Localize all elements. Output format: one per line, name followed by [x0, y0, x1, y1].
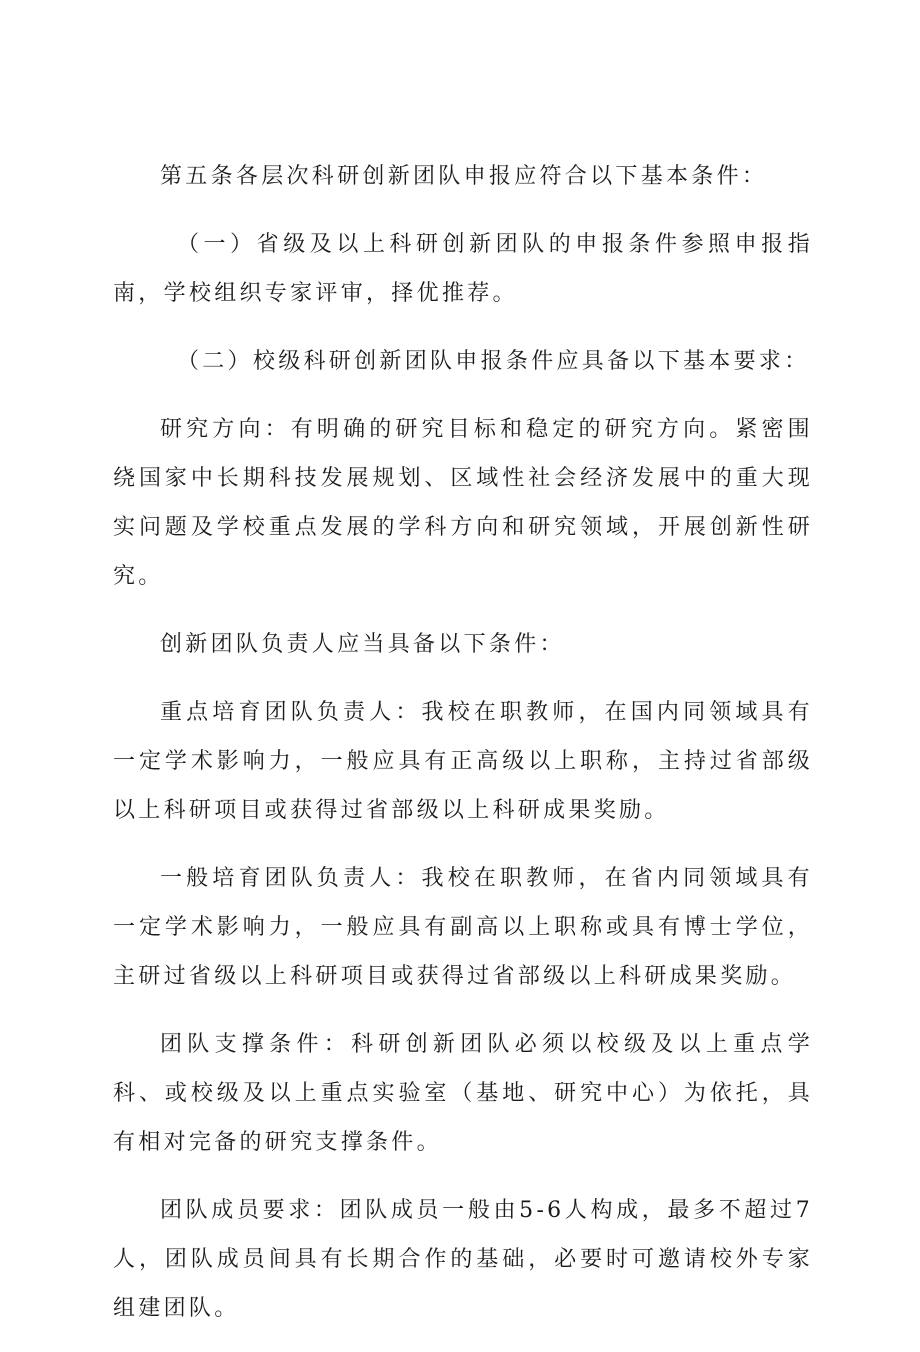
paragraph-team-support: 团队支撑条件：科研创新团队必须以校级及以上重点学科、或校级及以上重点实验室（基地、研究中心）为依托，具有相对完备的研究支撑条件。 — [113, 1032, 813, 1155]
paragraph-key-team-leader: 重点培育团队负责人：我校在职教师，在国内同领域具有一定学术影响力，一般应具有正高级以上职称，主持过省部级以上科研项目或获得过省部级以上科研成果奖励。 — [113, 700, 813, 823]
paragraph-provincial-teams: （一）省级及以上科研创新团队的申报条件参照申报指南，学校组织专家评审，择优推荐。 — [113, 232, 813, 306]
document-body — [113, 152, 813, 1352]
paragraph-team-members: 团队成员要求：团队成员一般由5-6人构成，最多不超过7人，团队成员间具有长期合作的基础，必要时可邀请校外专家组建团队。 — [113, 1198, 813, 1321]
paragraph-general-team-leader: 一般培育团队负责人：我校在职教师，在省内同领域具有一定学术影响力，一般应具有副高以上职称或具有博士学位，主研过省级以上科研项目或获得过省部级以上科研成果奖励。 — [113, 866, 813, 989]
paragraph-article-five: 第五条各层次科研创新团队申报应符合以下基本条件： — [160, 164, 768, 189]
paragraph-school-teams: （二）校级科研创新团队申报条件应具备以下基本要求： — [177, 349, 810, 374]
paragraph-leader-conditions: 创新团队负责人应当具备以下条件： — [160, 632, 565, 657]
paragraph-research-direction: 研究方向：有明确的研究目标和稳定的研究方向。紧密围绕国家中长期科技发展规划、区域性社会经济发展中的重大现实问题及学校重点发展的学科方向和研究领域，开展创新性研究。 — [113, 417, 813, 589]
